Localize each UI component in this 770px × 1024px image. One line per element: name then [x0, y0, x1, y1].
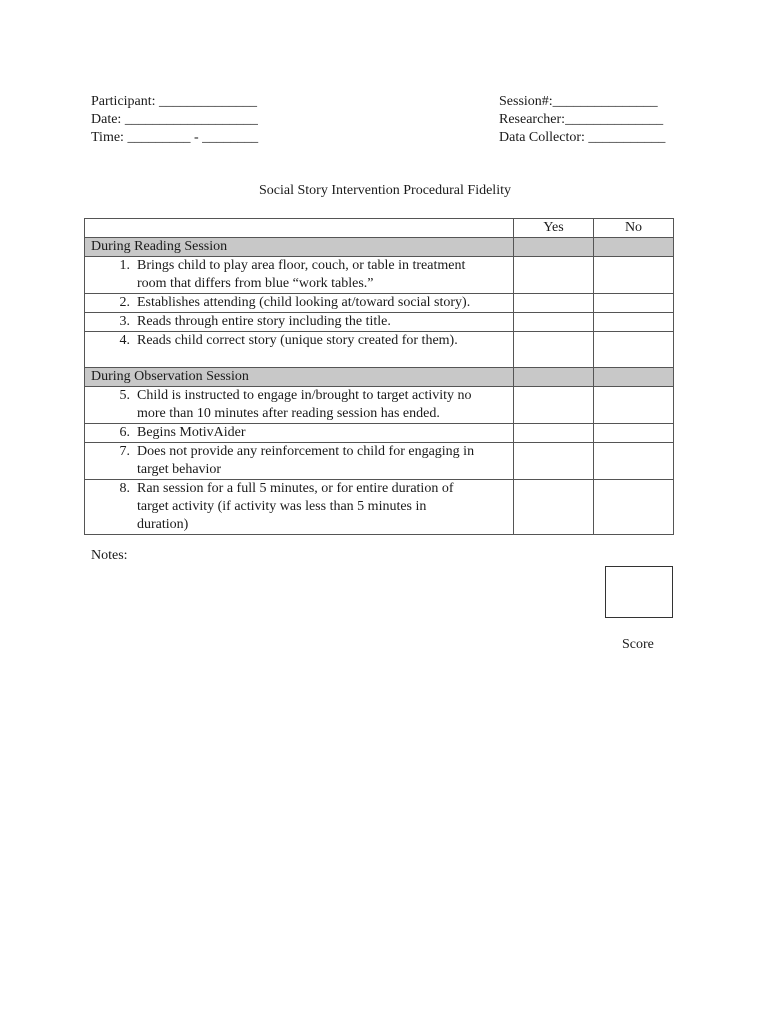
item-text: Ran session for a full 5 minutes, or for entire duration of target activity (if activity was less than 5 minutes in duration)	[137, 481, 454, 532]
no-checkbox-cell[interactable]	[594, 332, 674, 368]
table-row	[85, 480, 674, 535]
column-header-item	[85, 219, 514, 238]
session-number-field: Session#:_______________	[499, 94, 658, 109]
section-yes-cell	[514, 368, 594, 387]
yes-checkbox-cell[interactable]	[514, 480, 594, 535]
item-text: Child is instructed to engage in/brought to target activity no more than 10 minutes after reading session has ended.	[137, 388, 472, 421]
item-number: 5.	[119, 388, 130, 403]
data-collector-field: Data Collector: ___________	[499, 130, 666, 145]
no-checkbox-cell[interactable]	[594, 313, 674, 332]
section-row-observation	[85, 368, 674, 387]
item-number: 8.	[119, 481, 130, 496]
section-no-cell	[594, 368, 674, 387]
item-text: Begins MotivAider	[137, 425, 246, 440]
no-checkbox-cell[interactable]	[594, 257, 674, 294]
section-label: During Observation Session	[85, 368, 514, 387]
table-row	[85, 332, 674, 368]
fidelity-table	[84, 218, 674, 535]
time-field: Time: _________ - ________	[91, 130, 259, 145]
section-row-reading	[85, 238, 674, 257]
item-number: 1.	[119, 258, 130, 273]
participant-field: Participant: ______________	[91, 94, 258, 109]
table-row	[85, 257, 674, 294]
column-header-yes: Yes	[514, 219, 594, 238]
yes-checkbox-cell[interactable]	[514, 332, 594, 368]
item-number: 3.	[119, 314, 130, 329]
table-row	[85, 424, 674, 443]
item-text: Reads through entire story including the title.	[137, 314, 391, 329]
header-left-fields	[91, 93, 258, 147]
notes-label: Notes:	[91, 548, 128, 563]
yes-checkbox-cell[interactable]	[514, 424, 594, 443]
no-checkbox-cell[interactable]	[594, 480, 674, 535]
yes-checkbox-cell[interactable]	[514, 294, 594, 313]
no-checkbox-cell[interactable]	[594, 294, 674, 313]
table-header-row	[85, 219, 674, 238]
section-no-cell	[594, 238, 674, 257]
column-header-no: No	[594, 219, 674, 238]
score-box[interactable]	[605, 566, 673, 618]
table-row	[85, 387, 674, 424]
header-right-fields	[499, 93, 665, 147]
document-title: Social Story Intervention Procedural Fidelity	[259, 183, 511, 198]
section-label: During Reading Session	[85, 238, 514, 257]
section-yes-cell	[514, 238, 594, 257]
no-checkbox-cell[interactable]	[594, 443, 674, 480]
item-text: Establishes attending (child looking at/toward social story).	[137, 295, 471, 310]
table-row	[85, 443, 674, 480]
table-row	[85, 313, 674, 332]
no-checkbox-cell[interactable]	[594, 424, 674, 443]
item-number: 7.	[119, 444, 130, 459]
score-label: Score	[622, 637, 654, 652]
yes-checkbox-cell[interactable]	[514, 443, 594, 480]
item-text: Reads child correct story (unique story created for them).	[137, 333, 458, 348]
date-field: Date: ___________________	[91, 112, 258, 127]
item-number: 2.	[119, 295, 130, 310]
item-number: 4.	[119, 333, 130, 348]
yes-checkbox-cell[interactable]	[514, 387, 594, 424]
table-row	[85, 294, 674, 313]
yes-checkbox-cell[interactable]	[514, 257, 594, 294]
researcher-field: Researcher:______________	[499, 112, 664, 127]
no-checkbox-cell[interactable]	[594, 387, 674, 424]
yes-checkbox-cell[interactable]	[514, 313, 594, 332]
item-number: 6.	[119, 425, 130, 440]
item-text: Brings child to play area floor, couch, or table in treatment room that differs from blue “work tables.”	[137, 258, 466, 291]
item-text: Does not provide any reinforcement to child for engaging in target behavior	[137, 444, 475, 477]
